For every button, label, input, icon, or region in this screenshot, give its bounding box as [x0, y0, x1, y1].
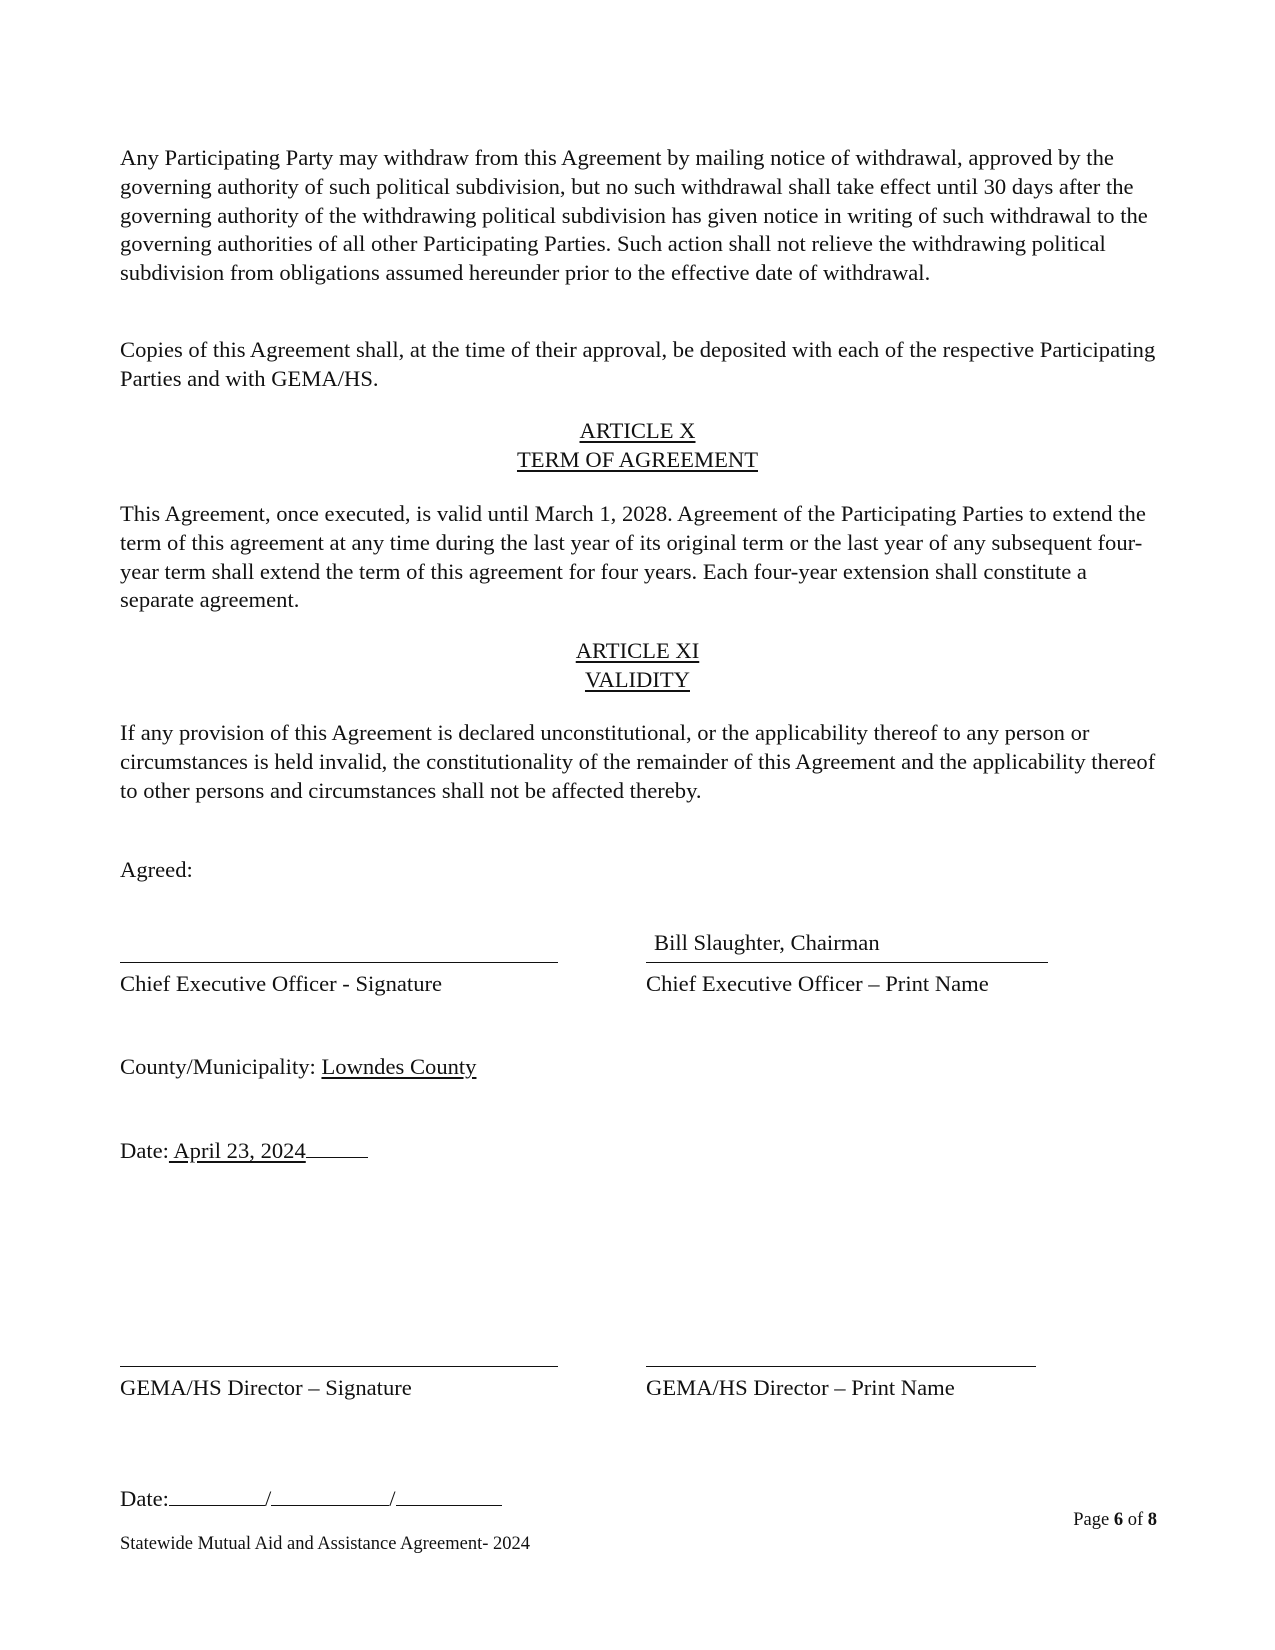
page-of: of: [1123, 1510, 1148, 1530]
ceo-signature-line: [120, 962, 558, 963]
ceo-signature-label: Chief Executive Officer - Signature: [120, 971, 443, 996]
document-footer-title: Statewide Mutual Aid and Assistance Agreement- 2024: [120, 1534, 531, 1554]
article-xi-number: ARTICLE XI: [575, 638, 700, 663]
term-paragraph: This Agreement, once executed, is valid until March 1, 2028. Agreement of the Participating Parties to extend the term of this agreement at any time during the last year of its original term or the last year of any subsequent four-year term shall extend the term of this agreement for four years. Each four-year extension shall constitute a separate agreement.: [120, 501, 1146, 613]
agreed-label: Agreed:: [120, 857, 193, 882]
county-line: [120, 1053, 476, 1081]
page-prefix: Page: [1073, 1510, 1114, 1530]
gema-date-year-blank: [396, 1483, 502, 1506]
gema-date-month-blank: [169, 1483, 265, 1506]
gema-signature-label: GEMA/HS Director – Signature: [120, 1375, 412, 1400]
date-blank-trailing: [306, 1135, 368, 1158]
article-x-heading: [0, 417, 1275, 475]
gema-date-label: Date:: [120, 1486, 169, 1511]
article-xi-title: VALIDITY: [584, 666, 690, 692]
gema-signature-line: [120, 1366, 558, 1367]
gema-print-name-label: GEMA/HS Director – Print Name: [646, 1375, 955, 1400]
date-label: Date:: [120, 1138, 169, 1163]
withdrawal-paragraph: Any Participating Party may withdraw from this Agreement by mailing notice of withdrawal, approved by the governing authority of such political subdivision, but no such withdrawal shall take effect until 30 days after the governing authority of the withdrawing political subdivision has given notice in writing of such withdrawal to the governing authorities of all other Participating Parties. Such action shall not relieve the withdrawing political subdivision from obligations assumed hereunder prior to the effective date of withdrawal.: [120, 145, 1148, 286]
ceo-print-name-label: Chief Executive Officer – Print Name: [646, 971, 989, 996]
gema-date-separator-2: /: [389, 1486, 396, 1511]
date-line: [120, 1135, 368, 1165]
ceo-print-name-line: [646, 962, 1048, 963]
gema-date-day-blank: [271, 1483, 389, 1506]
article-x-title: TERM OF AGREEMENT: [516, 446, 758, 472]
county-value: Lowndes County: [321, 1054, 477, 1079]
gema-date-line: [120, 1483, 502, 1513]
article-xi-heading: [0, 637, 1275, 695]
gema-print-name-line: [646, 1366, 1036, 1367]
county-label: County/Municipality:: [120, 1054, 316, 1079]
page-total: 8: [1147, 1510, 1157, 1530]
page-current: 6: [1113, 1510, 1124, 1530]
copies-paragraph: Copies of this Agreement shall, at the time of their approval, be deposited with each of the respective Participating Parties and with GEMA/HS.: [120, 337, 1156, 391]
ceo-print-name-value: Bill Slaughter, Chairman: [654, 930, 880, 955]
gema-date-separator-1: /: [264, 1486, 272, 1511]
validity-paragraph: If any provision of this Agreement is declared unconstitutional, or the applicability thereof to any person or circumstances is held invalid, the constitutionality of the remainder of this Agreement and the applicability thereof to other persons and circumstances shall not be affected thereby.: [120, 720, 1156, 803]
article-x-number: ARTICLE X: [579, 418, 696, 443]
page-number: [1073, 1509, 1157, 1531]
date-value: April 23, 2024: [168, 1138, 306, 1163]
